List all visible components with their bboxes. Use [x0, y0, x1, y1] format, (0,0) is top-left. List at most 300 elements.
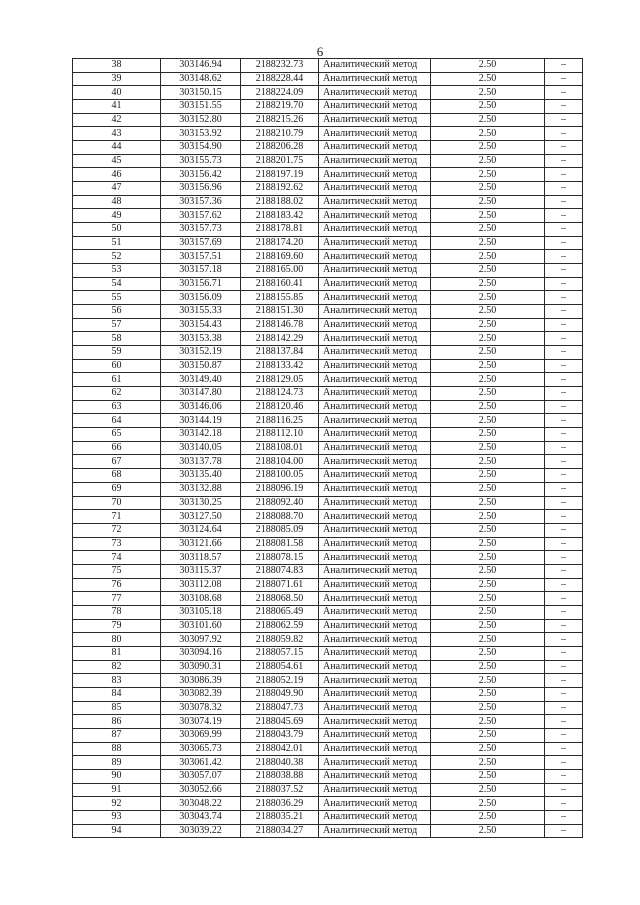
y-coordinate-cell: 2188160.41	[241, 277, 319, 291]
point-number-cell: 40	[73, 86, 161, 100]
note-cell: –	[545, 209, 583, 223]
note-cell: –	[545, 619, 583, 633]
table-row	[73, 783, 583, 797]
x-coordinate-cell: 303157.18	[161, 264, 241, 278]
note-cell: –	[545, 387, 583, 401]
point-number-cell: 84	[73, 687, 161, 701]
point-number-cell: 66	[73, 441, 161, 455]
x-coordinate-cell: 303112.08	[161, 578, 241, 592]
note-cell: –	[545, 182, 583, 196]
point-number-cell: 54	[73, 277, 161, 291]
x-coordinate-cell: 303048.22	[161, 797, 241, 811]
note-cell: –	[545, 72, 583, 86]
y-coordinate-cell: 2188151.30	[241, 305, 319, 319]
x-coordinate-cell: 303137.78	[161, 455, 241, 469]
x-coordinate-cell: 303155.33	[161, 305, 241, 319]
point-number-cell: 81	[73, 646, 161, 660]
method-cell: Аналитический метод	[319, 701, 431, 715]
table-row	[73, 113, 583, 127]
method-cell: Аналитический метод	[319, 209, 431, 223]
y-coordinate-cell: 2188124.73	[241, 387, 319, 401]
note-cell: –	[545, 646, 583, 660]
table-row	[73, 728, 583, 742]
accuracy-cell: 2.50	[431, 742, 545, 756]
table-row	[73, 236, 583, 250]
table-row	[73, 687, 583, 701]
point-number-cell: 79	[73, 619, 161, 633]
y-coordinate-cell: 2188035.21	[241, 810, 319, 824]
table-row	[73, 646, 583, 660]
point-number-cell: 88	[73, 742, 161, 756]
accuracy-cell: 2.50	[431, 182, 545, 196]
method-cell: Аналитический метод	[319, 168, 431, 182]
point-number-cell: 57	[73, 318, 161, 332]
x-coordinate-cell: 303135.40	[161, 469, 241, 483]
x-coordinate-cell: 303121.66	[161, 537, 241, 551]
accuracy-cell: 2.50	[431, 113, 545, 127]
note-cell: –	[545, 346, 583, 360]
x-coordinate-cell: 303157.62	[161, 209, 241, 223]
method-cell: Аналитический метод	[319, 195, 431, 209]
point-number-cell: 73	[73, 537, 161, 551]
x-coordinate-cell: 303115.37	[161, 564, 241, 578]
table-row	[73, 660, 583, 674]
accuracy-cell: 2.50	[431, 400, 545, 414]
table-row	[73, 100, 583, 114]
method-cell: Аналитический метод	[319, 578, 431, 592]
table-row	[73, 496, 583, 510]
y-coordinate-cell: 2188037.52	[241, 783, 319, 797]
x-coordinate-cell: 303127.50	[161, 510, 241, 524]
x-coordinate-cell: 303153.92	[161, 127, 241, 141]
y-coordinate-cell: 2188096.19	[241, 482, 319, 496]
method-cell: Аналитический метод	[319, 646, 431, 660]
point-number-cell: 52	[73, 250, 161, 264]
point-number-cell: 49	[73, 209, 161, 223]
accuracy-cell: 2.50	[431, 291, 545, 305]
method-cell: Аналитический метод	[319, 223, 431, 237]
x-coordinate-cell: 303144.19	[161, 414, 241, 428]
x-coordinate-cell: 303074.19	[161, 715, 241, 729]
point-number-cell: 89	[73, 756, 161, 770]
point-number-cell: 44	[73, 141, 161, 155]
table-row	[73, 797, 583, 811]
note-cell: –	[545, 291, 583, 305]
x-coordinate-cell: 303152.80	[161, 113, 241, 127]
method-cell: Аналитический метод	[319, 72, 431, 86]
y-coordinate-cell: 2188049.90	[241, 687, 319, 701]
accuracy-cell: 2.50	[431, 72, 545, 86]
note-cell: –	[545, 250, 583, 264]
note-cell: –	[545, 810, 583, 824]
method-cell: Аналитический метод	[319, 359, 431, 373]
method-cell: Аналитический метод	[319, 428, 431, 442]
table-row	[73, 127, 583, 141]
method-cell: Аналитический метод	[319, 236, 431, 250]
accuracy-cell: 2.50	[431, 537, 545, 551]
x-coordinate-cell: 303101.60	[161, 619, 241, 633]
method-cell: Аналитический метод	[319, 141, 431, 155]
table-row	[73, 223, 583, 237]
point-number-cell: 51	[73, 236, 161, 250]
point-number-cell: 92	[73, 797, 161, 811]
accuracy-cell: 2.50	[431, 810, 545, 824]
y-coordinate-cell: 2188068.50	[241, 592, 319, 606]
note-cell: –	[545, 305, 583, 319]
table-row	[73, 756, 583, 770]
point-number-cell: 42	[73, 113, 161, 127]
y-coordinate-cell: 2188165.00	[241, 264, 319, 278]
note-cell: –	[545, 400, 583, 414]
y-coordinate-cell: 2188116.25	[241, 414, 319, 428]
table-row	[73, 701, 583, 715]
method-cell: Аналитический метод	[319, 291, 431, 305]
point-number-cell: 90	[73, 769, 161, 783]
note-cell: –	[545, 264, 583, 278]
accuracy-cell: 2.50	[431, 414, 545, 428]
point-number-cell: 74	[73, 551, 161, 565]
point-number-cell: 83	[73, 674, 161, 688]
note-cell: –	[545, 168, 583, 182]
accuracy-cell: 2.50	[431, 715, 545, 729]
y-coordinate-cell: 2188201.75	[241, 154, 319, 168]
accuracy-cell: 2.50	[431, 646, 545, 660]
note-cell: –	[545, 359, 583, 373]
table-row	[73, 195, 583, 209]
y-coordinate-cell: 2188043.79	[241, 728, 319, 742]
accuracy-cell: 2.50	[431, 223, 545, 237]
method-cell: Аналитический метод	[319, 660, 431, 674]
table-row	[73, 537, 583, 551]
note-cell: –	[545, 496, 583, 510]
point-number-cell: 70	[73, 496, 161, 510]
y-coordinate-cell: 2188129.05	[241, 373, 319, 387]
method-cell: Аналитический метод	[319, 154, 431, 168]
x-coordinate-cell: 303130.25	[161, 496, 241, 510]
x-coordinate-cell: 303124.64	[161, 523, 241, 537]
y-coordinate-cell: 2188183.42	[241, 209, 319, 223]
note-cell: –	[545, 564, 583, 578]
method-cell: Аналитический метод	[319, 523, 431, 537]
table-row	[73, 332, 583, 346]
table-row	[73, 441, 583, 455]
y-coordinate-cell: 2188108.01	[241, 441, 319, 455]
x-coordinate-cell: 303156.42	[161, 168, 241, 182]
x-coordinate-cell: 303154.90	[161, 141, 241, 155]
note-cell: –	[545, 687, 583, 701]
x-coordinate-cell: 303146.94	[161, 59, 241, 73]
table-row	[73, 428, 583, 442]
note-cell: –	[545, 100, 583, 114]
method-cell: Аналитический метод	[319, 264, 431, 278]
x-coordinate-cell: 303157.69	[161, 236, 241, 250]
point-number-cell: 43	[73, 127, 161, 141]
coordinates-table-container	[72, 58, 583, 838]
accuracy-cell: 2.50	[431, 728, 545, 742]
note-cell: –	[545, 482, 583, 496]
table-row	[73, 715, 583, 729]
method-cell: Аналитический метод	[319, 182, 431, 196]
method-cell: Аналитический метод	[319, 797, 431, 811]
point-number-cell: 77	[73, 592, 161, 606]
y-coordinate-cell: 2188074.83	[241, 564, 319, 578]
y-coordinate-cell: 2188133.42	[241, 359, 319, 373]
y-coordinate-cell: 2188215.26	[241, 113, 319, 127]
accuracy-cell: 2.50	[431, 783, 545, 797]
accuracy-cell: 2.50	[431, 141, 545, 155]
accuracy-cell: 2.50	[431, 578, 545, 592]
accuracy-cell: 2.50	[431, 592, 545, 606]
method-cell: Аналитический метод	[319, 387, 431, 401]
y-coordinate-cell: 2188228.44	[241, 72, 319, 86]
accuracy-cell: 2.50	[431, 318, 545, 332]
table-row	[73, 469, 583, 483]
method-cell: Аналитический метод	[319, 100, 431, 114]
point-number-cell: 45	[73, 154, 161, 168]
x-coordinate-cell: 303108.68	[161, 592, 241, 606]
accuracy-cell: 2.50	[431, 633, 545, 647]
method-cell: Аналитический метод	[319, 469, 431, 483]
y-coordinate-cell: 2188169.60	[241, 250, 319, 264]
x-coordinate-cell: 303146.06	[161, 400, 241, 414]
note-cell: –	[545, 455, 583, 469]
x-coordinate-cell: 303118.57	[161, 551, 241, 565]
method-cell: Аналитический метод	[319, 769, 431, 783]
y-coordinate-cell: 2188088.70	[241, 510, 319, 524]
accuracy-cell: 2.50	[431, 551, 545, 565]
y-coordinate-cell: 2188054.61	[241, 660, 319, 674]
accuracy-cell: 2.50	[431, 236, 545, 250]
accuracy-cell: 2.50	[431, 250, 545, 264]
point-number-cell: 69	[73, 482, 161, 496]
point-number-cell: 61	[73, 373, 161, 387]
method-cell: Аналитический метод	[319, 824, 431, 838]
x-coordinate-cell: 303156.09	[161, 291, 241, 305]
point-number-cell: 60	[73, 359, 161, 373]
table-row	[73, 592, 583, 606]
x-coordinate-cell: 303132.88	[161, 482, 241, 496]
method-cell: Аналитический метод	[319, 332, 431, 346]
point-number-cell: 38	[73, 59, 161, 73]
point-number-cell: 53	[73, 264, 161, 278]
page-number: 6	[316, 44, 324, 59]
method-cell: Аналитический метод	[319, 592, 431, 606]
table-row	[73, 305, 583, 319]
note-cell: –	[545, 523, 583, 537]
note-cell: –	[545, 551, 583, 565]
table-row	[73, 86, 583, 100]
note-cell: –	[545, 592, 583, 606]
x-coordinate-cell: 303069.99	[161, 728, 241, 742]
table-row	[73, 605, 583, 619]
y-coordinate-cell: 2188232.73	[241, 59, 319, 73]
note-cell: –	[545, 537, 583, 551]
x-coordinate-cell: 303061.42	[161, 756, 241, 770]
accuracy-cell: 2.50	[431, 277, 545, 291]
table-row	[73, 318, 583, 332]
x-coordinate-cell: 303043.74	[161, 810, 241, 824]
x-coordinate-cell: 303157.51	[161, 250, 241, 264]
y-coordinate-cell: 2188059.82	[241, 633, 319, 647]
method-cell: Аналитический метод	[319, 564, 431, 578]
x-coordinate-cell: 303156.96	[161, 182, 241, 196]
table-row	[73, 72, 583, 86]
accuracy-cell: 2.50	[431, 332, 545, 346]
table-row	[73, 510, 583, 524]
x-coordinate-cell: 303151.55	[161, 100, 241, 114]
x-coordinate-cell: 303147.80	[161, 387, 241, 401]
point-number-cell: 64	[73, 414, 161, 428]
method-cell: Аналитический метод	[319, 551, 431, 565]
method-cell: Аналитический метод	[319, 756, 431, 770]
note-cell: –	[545, 373, 583, 387]
point-number-cell: 86	[73, 715, 161, 729]
table-row	[73, 250, 583, 264]
method-cell: Аналитический метод	[319, 728, 431, 742]
x-coordinate-cell: 303057.07	[161, 769, 241, 783]
method-cell: Аналитический метод	[319, 414, 431, 428]
table-row	[73, 359, 583, 373]
accuracy-cell: 2.50	[431, 769, 545, 783]
y-coordinate-cell: 2188038.88	[241, 769, 319, 783]
table-row	[73, 564, 583, 578]
point-number-cell: 39	[73, 72, 161, 86]
note-cell: –	[545, 236, 583, 250]
point-number-cell: 82	[73, 660, 161, 674]
accuracy-cell: 2.50	[431, 195, 545, 209]
table-row	[73, 154, 583, 168]
y-coordinate-cell: 2188155.85	[241, 291, 319, 305]
table-row	[73, 578, 583, 592]
y-coordinate-cell: 2188219.70	[241, 100, 319, 114]
y-coordinate-cell: 2188071.61	[241, 578, 319, 592]
method-cell: Аналитический метод	[319, 113, 431, 127]
table-row	[73, 742, 583, 756]
accuracy-cell: 2.50	[431, 797, 545, 811]
y-coordinate-cell: 2188042.01	[241, 742, 319, 756]
point-number-cell: 59	[73, 346, 161, 360]
accuracy-cell: 2.50	[431, 756, 545, 770]
x-coordinate-cell: 303157.36	[161, 195, 241, 209]
note-cell: –	[545, 783, 583, 797]
note-cell: –	[545, 86, 583, 100]
point-number-cell: 75	[73, 564, 161, 578]
accuracy-cell: 2.50	[431, 373, 545, 387]
accuracy-cell: 2.50	[431, 428, 545, 442]
table-row	[73, 824, 583, 838]
table-row	[73, 387, 583, 401]
note-cell: –	[545, 277, 583, 291]
x-coordinate-cell: 303086.39	[161, 674, 241, 688]
method-cell: Аналитический метод	[319, 619, 431, 633]
table-row	[73, 400, 583, 414]
x-coordinate-cell: 303142.18	[161, 428, 241, 442]
point-number-cell: 80	[73, 633, 161, 647]
note-cell: –	[545, 195, 583, 209]
accuracy-cell: 2.50	[431, 455, 545, 469]
accuracy-cell: 2.50	[431, 154, 545, 168]
table-row	[73, 264, 583, 278]
note-cell: –	[545, 414, 583, 428]
y-coordinate-cell: 2188052.19	[241, 674, 319, 688]
accuracy-cell: 2.50	[431, 86, 545, 100]
accuracy-cell: 2.50	[431, 346, 545, 360]
note-cell: –	[545, 769, 583, 783]
method-cell: Аналитический метод	[319, 59, 431, 73]
note-cell: –	[545, 824, 583, 838]
table-row	[73, 619, 583, 633]
note-cell: –	[545, 113, 583, 127]
y-coordinate-cell: 2188100.05	[241, 469, 319, 483]
y-coordinate-cell: 2188210.79	[241, 127, 319, 141]
note-cell: –	[545, 605, 583, 619]
accuracy-cell: 2.50	[431, 687, 545, 701]
accuracy-cell: 2.50	[431, 127, 545, 141]
accuracy-cell: 2.50	[431, 59, 545, 73]
method-cell: Аналитический метод	[319, 537, 431, 551]
note-cell: –	[545, 141, 583, 155]
point-number-cell: 41	[73, 100, 161, 114]
accuracy-cell: 2.50	[431, 168, 545, 182]
y-coordinate-cell: 2188078.15	[241, 551, 319, 565]
accuracy-cell: 2.50	[431, 209, 545, 223]
table-row	[73, 373, 583, 387]
y-coordinate-cell: 2188062.59	[241, 619, 319, 633]
method-cell: Аналитический метод	[319, 250, 431, 264]
point-number-cell: 71	[73, 510, 161, 524]
point-number-cell: 50	[73, 223, 161, 237]
point-number-cell: 85	[73, 701, 161, 715]
table-row	[73, 209, 583, 223]
x-coordinate-cell: 303157.73	[161, 223, 241, 237]
method-cell: Аналитический метод	[319, 783, 431, 797]
method-cell: Аналитический метод	[319, 687, 431, 701]
y-coordinate-cell: 2188047.73	[241, 701, 319, 715]
accuracy-cell: 2.50	[431, 824, 545, 838]
x-coordinate-cell: 303150.15	[161, 86, 241, 100]
table-row	[73, 168, 583, 182]
x-coordinate-cell: 303152.19	[161, 346, 241, 360]
point-number-cell: 55	[73, 291, 161, 305]
method-cell: Аналитический метод	[319, 455, 431, 469]
note-cell: –	[545, 715, 583, 729]
y-coordinate-cell: 2188036.29	[241, 797, 319, 811]
y-coordinate-cell: 2188057.15	[241, 646, 319, 660]
note-cell: –	[545, 441, 583, 455]
coordinates-table-body	[73, 59, 583, 838]
accuracy-cell: 2.50	[431, 510, 545, 524]
table-row	[73, 414, 583, 428]
y-coordinate-cell: 2188146.78	[241, 318, 319, 332]
accuracy-cell: 2.50	[431, 359, 545, 373]
point-number-cell: 58	[73, 332, 161, 346]
y-coordinate-cell: 2188224.09	[241, 86, 319, 100]
point-number-cell: 47	[73, 182, 161, 196]
x-coordinate-cell: 303065.73	[161, 742, 241, 756]
x-coordinate-cell: 303148.62	[161, 72, 241, 86]
y-coordinate-cell: 2188174.20	[241, 236, 319, 250]
accuracy-cell: 2.50	[431, 264, 545, 278]
table-row	[73, 455, 583, 469]
point-number-cell: 48	[73, 195, 161, 209]
note-cell: –	[545, 127, 583, 141]
table-row	[73, 277, 583, 291]
method-cell: Аналитический метод	[319, 510, 431, 524]
method-cell: Аналитический метод	[319, 482, 431, 496]
method-cell: Аналитический метод	[319, 318, 431, 332]
note-cell: –	[545, 332, 583, 346]
note-cell: –	[545, 59, 583, 73]
